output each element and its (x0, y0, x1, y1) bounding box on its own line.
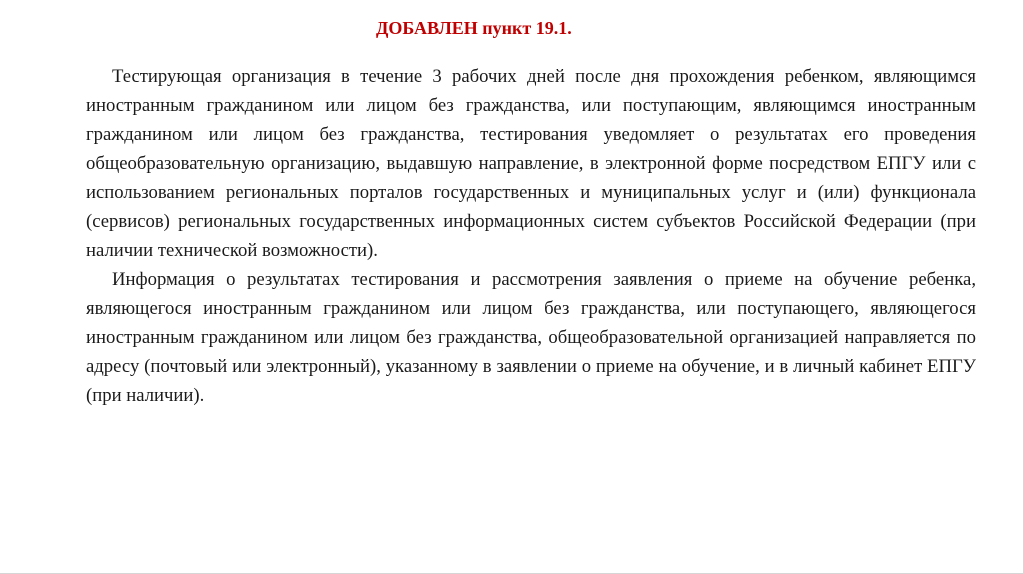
slide-body (86, 62, 976, 410)
paragraph-testing-notification: Тестирующая организация в течение 3 рабочих дней после дня прохождения ребенком, являющимся иностранным гражданином или лицом без гражданства, или поступающим, являющимся иностранным гражданином или лицом без гражданства, тестирования уведомляет о результатах его проведения общеобразовательную организацию, выдавшую направление, в электронной форме посредством ЕПГУ или с использованием региональных порталов государственных и муниципальных услуг и (или) функционала (сервисов) региональных государственных информационных систем субъектов Российской Федерации (при наличии технической возможности). (86, 66, 976, 261)
slide-heading: ДОБАВЛЕН пункт 19.1. (376, 18, 572, 38)
paragraph-results-information: Информация о результатах тестирования и рассмотрения заявления о приеме на обучение ребенка, являющегося иностранным гражданином или лицом без гражданства, или поступающего, являющегося иностранным гражданином или лицом без гражданства, общеобразовательной организацией направляется по адресу (почтовый или электронный), указанному в заявлении о приеме на обучение, и в личный кабинет ЕПГУ (при наличии). (86, 269, 976, 406)
